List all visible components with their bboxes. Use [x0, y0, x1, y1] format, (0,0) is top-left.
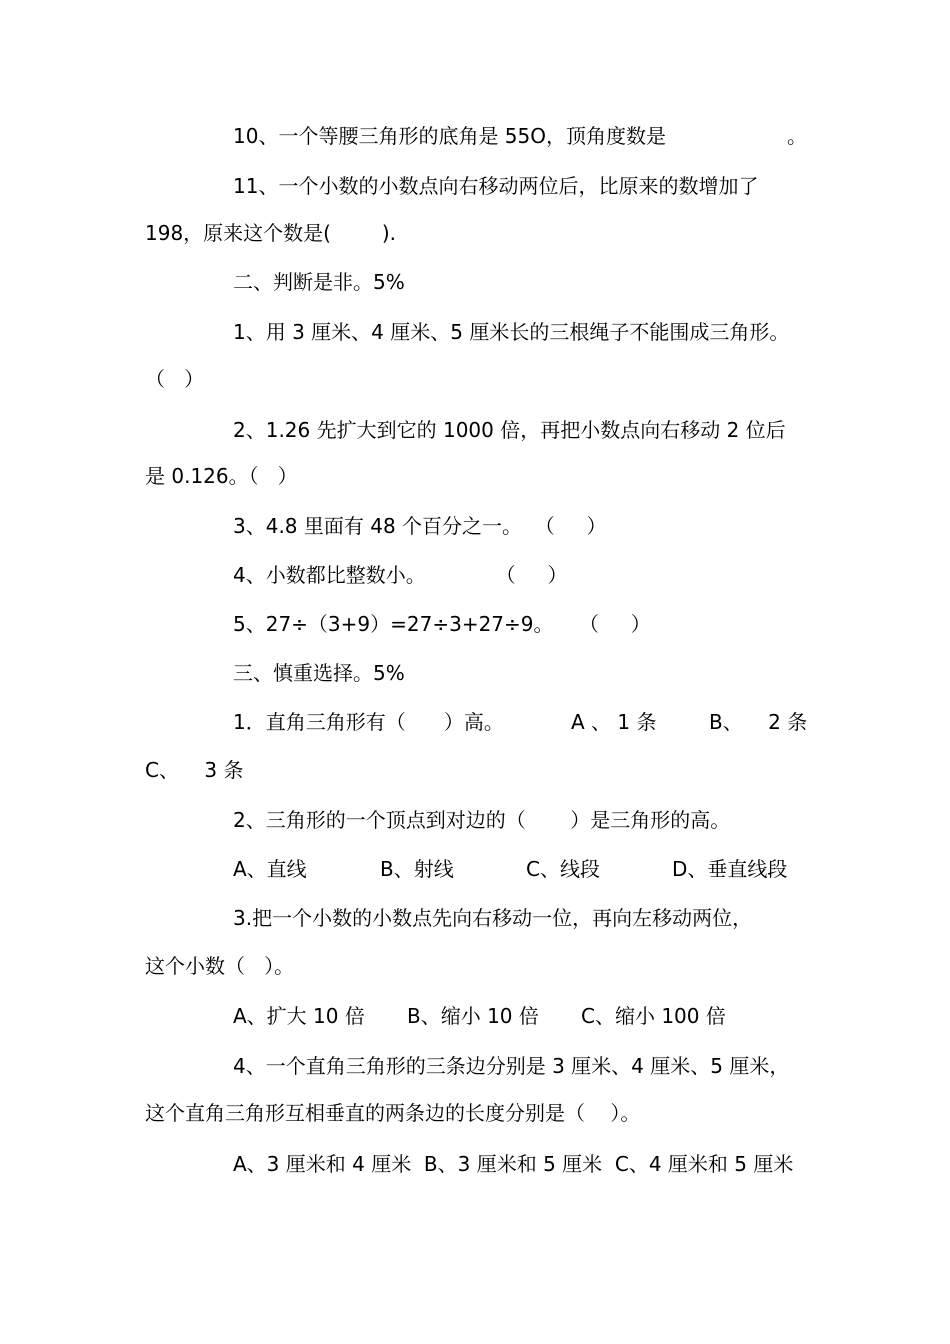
- judge-question-1-line2: （ ）: [145, 367, 205, 391]
- choice-question-3-option-c: C、缩小 100 倍: [581, 1004, 726, 1028]
- judge-question-4: 4、小数都比整数小。 （ ）: [233, 563, 568, 587]
- choice-question-3-line1: 3.把一个小数的小数点先向右移动一位，再向左移动两位，: [233, 906, 753, 930]
- choice-question-3-line2: 这个小数（ ）。: [145, 954, 295, 978]
- judge-question-1-line1: 1、用 3 厘米、4 厘米、5 厘米长的三根绳子不能围成三角形。: [233, 320, 790, 344]
- choice-question-2-option-b: B、射线: [380, 857, 454, 881]
- judge-question-2-line1: 2、1.26 先扩大到它的 1000 倍，再把小数点向右移动 2 位后: [233, 418, 786, 442]
- judge-question-3: 3、4.8 里面有 48 个百分之一。 （ ）: [233, 514, 607, 538]
- question-10: 10、一个等腰三角形的底角是 55O，顶角度数是: [233, 124, 666, 148]
- choice-question-1-option-c: C、 3 条: [145, 758, 244, 782]
- choice-question-4-options: A、3 厘米和 4 厘米 B、3 厘米和 5 厘米 C、4 厘米和 5 厘米: [233, 1152, 794, 1176]
- judge-question-5: 5、27÷（3+9）=27÷3+27÷9。 （ ）: [233, 612, 651, 636]
- choice-question-4-line1: 4、一个直角三角形的三条边分别是 3 厘米、4 厘米、5 厘米，: [233, 1054, 790, 1078]
- choice-question-2-option-d: D、垂直线段: [672, 857, 788, 881]
- question-11-line1: 11、一个小数的小数点向右移动两位后，比原来的数增加了: [233, 174, 759, 198]
- judge-question-2-line2: 是 0.126。（ ）: [145, 464, 298, 488]
- choice-question-3-option-b: B、缩小 10 倍: [407, 1004, 539, 1028]
- choice-question-2: 2、三角形的一个顶点到对边的（ ）是三角形的高。: [233, 808, 731, 832]
- section-choice-heading: 三、慎重选择。5%: [233, 661, 405, 685]
- choice-question-1-option-b: B、 2 条: [709, 710, 808, 734]
- choice-question-2-option-a: A、直线: [233, 857, 307, 881]
- choice-question-3-option-a: A、扩大 10 倍: [233, 1004, 365, 1028]
- question-11-line2: 198，原来这个数是( ).: [145, 221, 396, 245]
- choice-question-2-option-c: C、线段: [526, 857, 600, 881]
- choice-question-1-line1: 1．直角三角形有（ ）高。: [233, 710, 504, 734]
- choice-question-1-option-a: A 、 1 条: [571, 710, 657, 734]
- section-judge-heading: 二、判断是非。5%: [233, 270, 405, 294]
- question-10-end-mark: 。: [787, 124, 807, 148]
- choice-question-4-line2: 这个直角三角形互相垂直的两条边的长度分别是（ ）。: [145, 1101, 641, 1125]
